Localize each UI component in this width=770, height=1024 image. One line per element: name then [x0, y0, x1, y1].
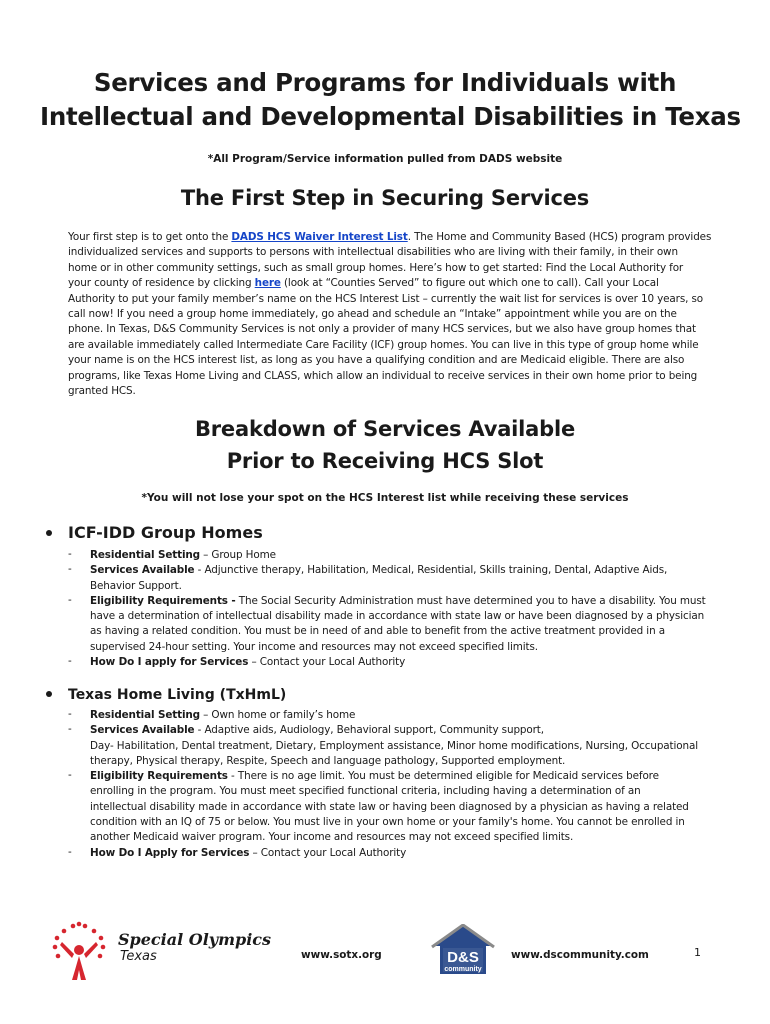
ds-community-logo [430, 924, 496, 976]
page-number: 1 [694, 946, 701, 959]
item-text: – Group Home [199, 549, 276, 561]
item-label: Residential Setting [90, 709, 200, 721]
item-text: condition with an IQ of 75 or below. You must live in your own home or your family's home. You cannot be enrolled in [90, 816, 685, 829]
bullet-icon [46, 530, 52, 536]
breakdown-heading-line-1: Breakdown of Services Available [194, 417, 576, 441]
intro-text: your county of residence by clicking [68, 277, 255, 290]
intro-text: Your first step is to get onto the [68, 231, 232, 243]
item-label: Eligibility Requirements - [90, 594, 236, 607]
item-text: another Medicaid waiver program. Your income and resources may not exceed specified limits. [90, 831, 574, 844]
icf-idd-section [40, 523, 730, 670]
item-label: Eligibility Requirements [90, 770, 228, 783]
intro-line [68, 230, 712, 245]
item-text: intellectual disability made in accordance with state law or having been diagnosed by a physician as having a related [90, 800, 689, 813]
list-item [40, 708, 730, 723]
list-item [40, 846, 730, 861]
list-item [40, 563, 730, 594]
source-note: *All Program/Service information pulled from DADS website [207, 153, 563, 165]
breakdown-heading-line-2: Prior to Receiving HCS Slot [226, 449, 544, 473]
item-text: - Adjunctive therapy, Habilitation, Medical, Residential, Skills training, Dental, Adaptive Aids, [194, 564, 668, 577]
list-item [40, 594, 730, 655]
intro-line: individualized services and supports to persons with intellectual disabilities who are living with their family, in their own [68, 246, 678, 259]
intro-line: programs, like Texas Home Living and CLASS, which allow an individual to receive services in their own home prior to being [68, 369, 698, 382]
item-text: The Social Security Administration must have determined you to have a disability. You must [235, 594, 706, 607]
intro-line: are available immediately called Intermediate Care Facility (ICF) group homes. You can live in this type of group home while [68, 338, 699, 351]
intro-line [68, 276, 708, 291]
intro-line: granted HCS. [68, 384, 136, 397]
dash-icon: - [68, 723, 72, 736]
intro-text: (look at “Counties Served” to figure out which one to call). Call your Local [280, 277, 659, 290]
intro-line: Authority to put your family member’s name on the HCS Interest List – currently the wait list for services is over 10 years, so [68, 292, 704, 305]
intro-line: home or in other community settings, such as small group homes. Here’s how to get started: Find the Local Authority for [68, 261, 684, 274]
item-text: - There is no age limit. You must be determined eligible for Medicaid services before [227, 770, 659, 783]
item-text: Day- Habilitation, Dental treatment, Dietary, Employment assistance, Minor home modifications, Nursing, Occupational [90, 739, 698, 752]
item-text: enrolling in the program. You must meet specified functional criteria, including having a determination of an [90, 785, 641, 798]
ds-logo-subtext: community [444, 966, 482, 973]
item-text: supervised 24-hour setting. Your income and resources may not exceed specified limits. [90, 640, 538, 653]
dash-icon: - [68, 563, 72, 576]
intro-line: your name is on the HCS interest list, as long as you have a qualifying condition and are Medicaid eligible. There are also [68, 354, 685, 367]
list-item [40, 769, 730, 845]
dash-icon: - [68, 655, 72, 668]
title-line-2: Intellectual and Developmental Disabilities in Texas [40, 102, 741, 131]
intro-text: . The Home and Community Based (HCS) program provides [407, 231, 712, 243]
item-text: - Adaptive aids, Audiology, Behavioral support, Community support, [194, 724, 544, 737]
section-items [40, 708, 730, 861]
breakdown-heading [40, 413, 730, 477]
sotx-url-link[interactable]: www.sotx.org [301, 949, 382, 961]
item-label: Residential Setting [90, 549, 200, 561]
item-text: – Contact your Local Authority [249, 846, 407, 859]
intro-line: phone. In Texas, D&S Community Services is not only a provider of many HCS services, but we also have group homes that [68, 323, 696, 336]
intro-line: call now! If you need a group home immediately, go ahead and schedule an “Intake” appointment while you are on the [68, 307, 677, 320]
local-authority-here-link[interactable]: here [254, 277, 281, 290]
dash-icon: - [68, 593, 72, 606]
item-label: How Do I apply for Services [90, 656, 249, 669]
list-item [40, 655, 730, 670]
dash-icon: - [68, 548, 72, 560]
item-text: as having a related condition. You must be in need of and able to benefit from the active treatment provided in a [90, 625, 665, 638]
first-step-heading [40, 182, 730, 214]
item-label: Services Available [90, 564, 195, 577]
item-text: Behavior Support. [90, 579, 182, 592]
section-title: ICF-IDD Group Homes [68, 523, 263, 542]
item-text: therapy, Physical therapy, Respite, Speech and language pathology, Supported employment. [90, 754, 566, 767]
section-items [40, 548, 730, 670]
dash-icon: - [68, 845, 72, 858]
special-olympics-name: Special Olympics [118, 930, 272, 949]
item-label: Services Available [90, 724, 195, 737]
list-item [40, 548, 730, 563]
page-footer [0, 900, 770, 1010]
section-title: Texas Home Living (TxHmL) [68, 687, 287, 703]
ds-logo-mark: D&S [447, 949, 479, 966]
item-label: How Do I Apply for Services [90, 846, 250, 859]
item-text: have a determination of intellectual disability made in accordance with state law or have been diagnosed by a physician [90, 610, 705, 623]
special-olympics-wordmark [118, 930, 271, 964]
section-header [40, 687, 730, 708]
list-item [40, 723, 730, 769]
dash-icon: - [68, 708, 72, 720]
dash-icon: - [68, 769, 72, 782]
item-text: – Own home or family’s home [199, 709, 356, 721]
title-line-1: Services and Programs for Individuals with [93, 68, 677, 97]
item-text: – Contact your Local Authority [248, 656, 406, 669]
bullet-icon [46, 691, 52, 697]
special-olympics-region: Texas [120, 949, 157, 964]
interest-list-note: *You will not lose your spot on the HCS Interest list while receiving these services [141, 492, 629, 504]
ds-community-url-link[interactable]: www.dscommunity.com [511, 949, 649, 961]
dads-hcs-interest-list-link[interactable]: DADS HCS Waiver Interest List [231, 231, 408, 243]
special-olympics-logo [48, 920, 110, 982]
txhml-section [40, 687, 730, 861]
document-title [40, 66, 741, 134]
section-header [40, 523, 730, 549]
first-step-paragraph [68, 230, 712, 399]
first-step-heading-text: The First Step in Securing Services [180, 186, 590, 210]
